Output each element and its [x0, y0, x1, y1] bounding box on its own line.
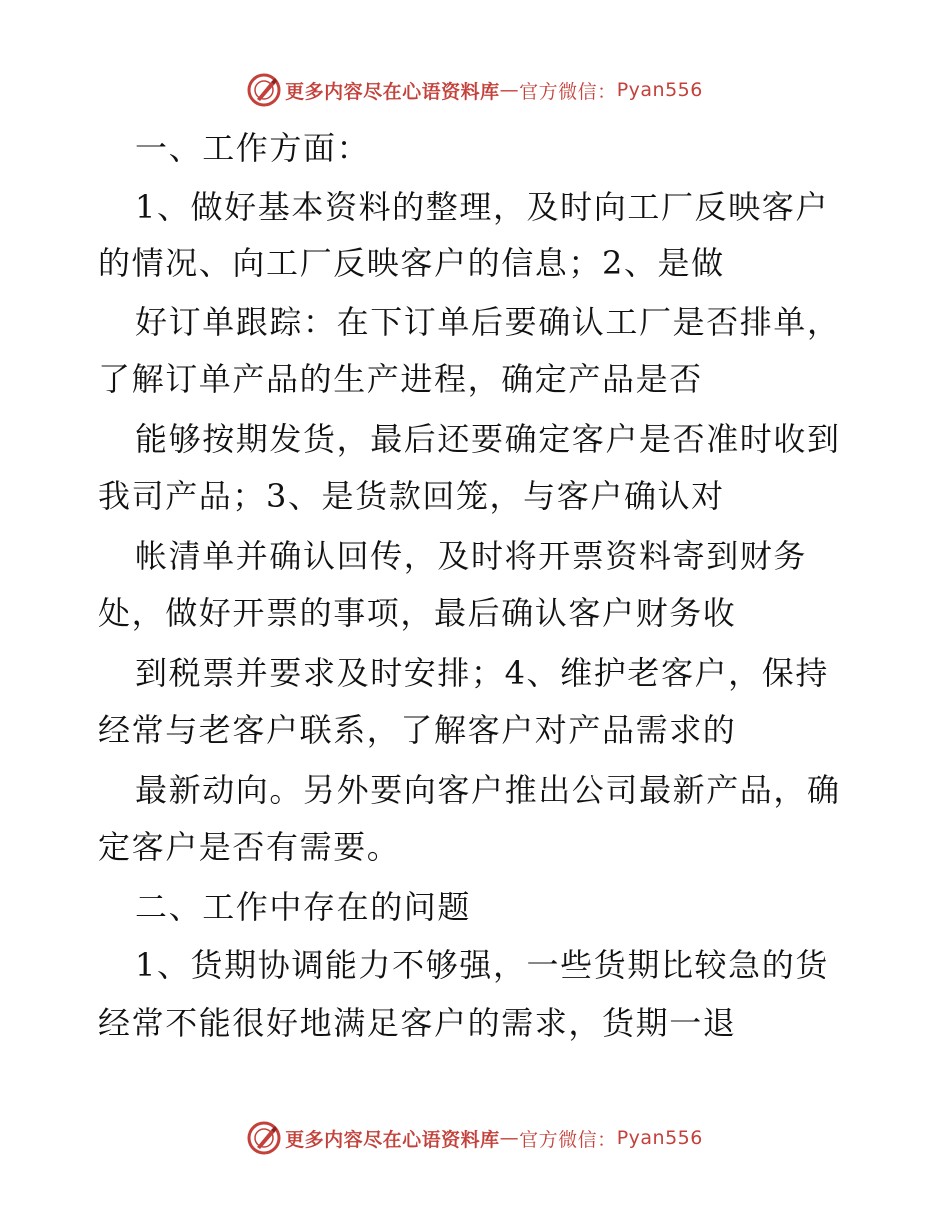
body-line: 经常与老客户联系，了解客户对产品需求的	[98, 711, 737, 749]
banner-wechat-id: Pyan556	[616, 1127, 703, 1149]
body-line: 最新动向。另外要向客户推出公司最新产品，确	[135, 771, 841, 809]
header-watermark-banner	[0, 70, 950, 110]
body-line: 一、工作方面：	[135, 129, 371, 167]
banner-wechat-label: 官方微信：	[519, 1128, 617, 1151]
banner-wechat-label: 官方微信：	[519, 80, 617, 103]
body-line: 了解订单产品的生产进程，确定产品是否	[98, 360, 703, 398]
banner-separator: —	[499, 79, 520, 101]
body-line: 处，做好开票的事项，最后确认客户财务收	[98, 594, 737, 632]
body-line: 我司产品；3、是货款回笼，与客户确认对	[98, 477, 725, 515]
section-heading: 二、工作中存在的问题	[135, 888, 472, 926]
banner-main-text: 更多内容尽在心语资料库	[285, 80, 500, 103]
body-line: 定客户是否有需要。	[98, 828, 401, 866]
body-line: 1、做好基本资料的整理，及时向工厂反映客户	[135, 188, 829, 226]
banner-main-text: 更多内容尽在心语资料库	[285, 1128, 500, 1151]
footer-watermark-banner	[0, 1118, 950, 1158]
body-line: 的情况、向工厂反映客户的信息；2、是做	[98, 244, 725, 282]
brand-logo-icon	[247, 1121, 281, 1155]
body-line: 帐清单并确认回传，及时将开票资料寄到财务	[135, 537, 808, 575]
brand-logo-icon	[247, 73, 281, 107]
banner-wechat-id: Pyan556	[616, 79, 703, 101]
body-line: 经常不能很好地满足客户的需求，货期一退	[98, 1004, 737, 1042]
body-line: 能够按期发货，最后还要确定客户是否准时收到	[135, 420, 841, 458]
body-line: 1、货期协调能力不够强，一些货期比较急的货	[135, 946, 829, 984]
body-line: 到税票并要求及时安排；4、维护老客户，保持	[135, 654, 829, 692]
banner-separator: —	[499, 1127, 520, 1149]
body-line: 好订单跟踪：在下订单后要确认工厂是否排单，	[135, 303, 841, 341]
